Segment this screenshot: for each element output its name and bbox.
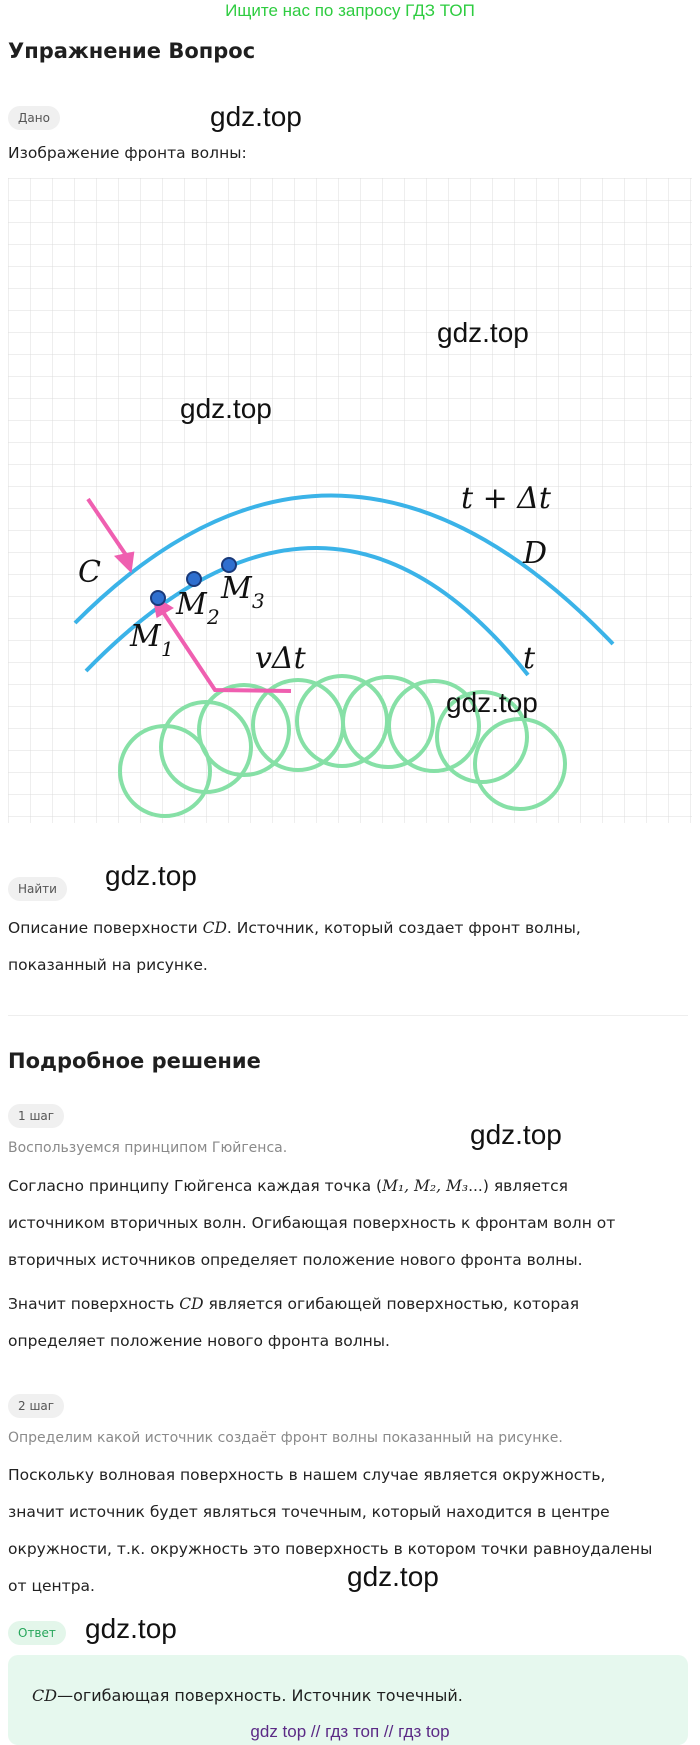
- find-text: Описание поверхности CD. Источник, который создает фронт волны, показанный на рисунке.: [8, 919, 581, 974]
- label-t-plus-dt: t + Δt: [461, 481, 551, 516]
- given-badge: Дано: [8, 106, 60, 130]
- given-text: Изображение фронта волны:: [8, 144, 247, 162]
- page-title: Упражнение Вопрос: [8, 39, 256, 63]
- find-badge: Найти: [8, 877, 67, 901]
- step1-paragraph1: Согласно принципу Гюйгенса каждая точка (M₁, M₂, M₃...) является источником вторичных волн. Огибающая поверхность к фронтам волн от вторичных источников определяет положение нового фронта волны.: [8, 1177, 616, 1269]
- label-m2-sub: 2: [207, 605, 220, 629]
- point-m1: [151, 591, 165, 605]
- label-m2: M: [176, 587, 207, 622]
- label-m3-sub: 3: [252, 589, 265, 613]
- label-m3: M: [221, 571, 252, 606]
- answer-text: CD—огибающая поверхность. Источник точечный.: [32, 1686, 463, 1705]
- watermark: gdz.top: [210, 101, 302, 132]
- watermark: gdz.top: [347, 1561, 439, 1592]
- step2-paragraph: Поскольку волновая поверхность в нашем случае является окружность, значит источник будет являться точечным, который находится в центре окружности, т.к. окружность это поверхность в котором точки равноудалены от центра.: [8, 1466, 653, 1595]
- point-m3: [222, 558, 236, 572]
- watermark: gdz.top: [446, 687, 538, 718]
- label-v-dt: vΔt: [255, 641, 306, 676]
- step2-hint: Определим какой источник создаёт фронт волны показанный на рисунке.: [8, 1430, 563, 1446]
- label-t: t: [523, 641, 536, 676]
- divider: [8, 1015, 688, 1016]
- watermark: gdz.top: [105, 860, 197, 891]
- answer-badge: Ответ: [8, 1621, 66, 1645]
- watermark: gdz.top: [470, 1119, 562, 1150]
- search-banner[interactable]: Ищите нас по запросу ГДЗ ТОП: [225, 1, 475, 20]
- label-d: D: [523, 536, 548, 571]
- watermark: gdz.top: [437, 317, 529, 348]
- label-m1: M: [130, 619, 161, 654]
- wave-front-figure: [8, 178, 692, 823]
- step2-badge: 2 шаг: [8, 1394, 64, 1418]
- step1-paragraph2: Значит поверхность CD является огибающей поверхностью, которая определяет положение нового фронта волны.: [8, 1295, 580, 1350]
- grid-background: [8, 178, 692, 823]
- step1-badge: 1 шаг: [8, 1104, 64, 1128]
- step1-hint: Воспользуемся принципом Гюйгенса.: [8, 1140, 288, 1156]
- footer-links[interactable]: gdz top // гдз топ // гдз top: [250, 1722, 450, 1741]
- watermark: gdz.top: [85, 1613, 177, 1644]
- label-m1-sub: 1: [161, 637, 174, 661]
- watermark: gdz.top: [180, 393, 272, 424]
- label-c: C: [78, 555, 101, 590]
- solution-title: Подробное решение: [8, 1049, 261, 1073]
- point-m2: [187, 572, 201, 586]
